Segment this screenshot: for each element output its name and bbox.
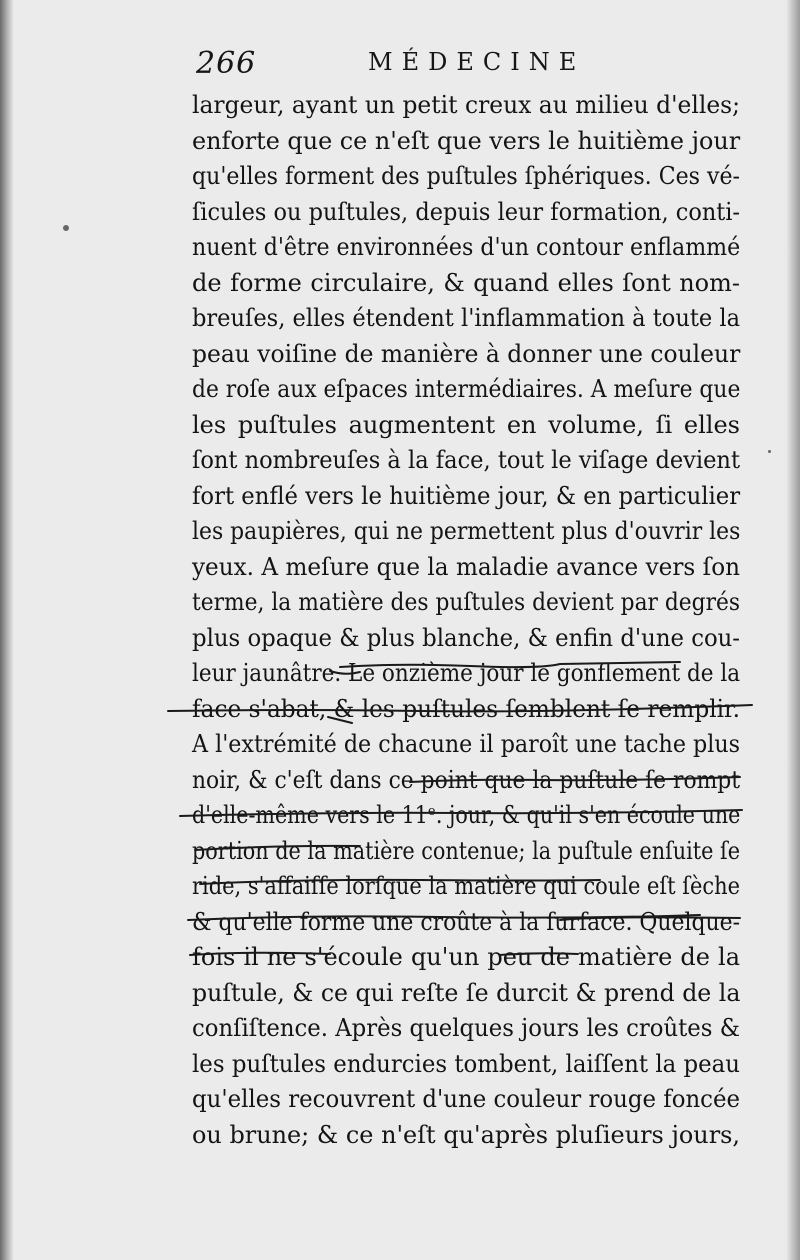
- text-line: ou brune; & ce n'eſt qu'après pluſieurs jours,: [192, 1120, 740, 1149]
- paper-speck: [63, 225, 69, 231]
- text-line: portion de la matière contenue; la puſtule enſuite ſe: [192, 836, 741, 865]
- text-line: de roſe aux eſpaces intermédiaires. A meſure que: [192, 375, 741, 403]
- body-text: [192, 88, 740, 1153]
- text-line: d'elle-même vers le 11ᵉ. jour, & qu'il s'en écoule une: [192, 801, 741, 829]
- text-line: & qu'elle forme une croûte à la ſurface. Quelque-: [192, 907, 740, 936]
- text-line: fois il ne s'écoule qu'un peu de matière de la: [192, 943, 740, 971]
- text-line: de forme circulaire, & quand elles ſont nom-: [192, 268, 740, 297]
- text-line: terme, la matière des puſtules devient par degrés: [192, 588, 740, 616]
- page-header: [196, 46, 746, 86]
- text-line: largeur, ayant un petit creux au milieu d'elles;: [192, 91, 740, 119]
- text-line: nuent d'être environnées d'un contour enflammé: [192, 233, 741, 261]
- text-line: qu'elles recouvrent d'une couleur rouge foncée: [192, 1085, 740, 1113]
- text-line: leur jaunâtre. Le onzième jour le gonflement de la: [192, 659, 741, 687]
- text-line: ride, s'affaiſſe lorſque la matière qui coule eſt ſèche: [192, 872, 740, 900]
- text-line: plus opaque & plus blanche, & enfin d'une cou-: [192, 623, 740, 652]
- page-number: 266: [196, 46, 257, 81]
- text-line: yeux. A meſure que la maladie avance vers ſon: [192, 552, 740, 581]
- text-line: ſicules ou puſtules, depuis leur formation, conti-: [192, 197, 740, 226]
- text-line: ſont nombreuſes à la face, tout le viſage devient: [192, 446, 740, 474]
- running-head: MÉDECINE: [368, 48, 586, 76]
- text-line: noir, & c'eſt dans ce point que la puſtule ſe rompt: [192, 765, 740, 794]
- text-line: A l'extrémité de chacune il paroît une tache plus: [192, 730, 740, 758]
- text-line: fort enflé vers le huitième jour, & en particulier: [192, 481, 741, 510]
- text-line: conſiſtence. Après quelques jours les croûtes &: [192, 1014, 740, 1042]
- binding-gutter-shadow: [0, 0, 14, 1260]
- text-line: breuſes, elles étendent l'inflammation à toute la: [192, 304, 741, 332]
- text-line: qu'elles forment des puſtules ſphériques. Ces vé-: [192, 162, 740, 190]
- text-line: enforte que ce n'eſt que vers le huitième jour: [192, 126, 741, 155]
- text-line: face s'abat, & les puſtules ſemblent ſe remplir.: [192, 694, 740, 723]
- text-line: les paupières, qui ne permettent plus d'ouvrir les: [192, 517, 741, 545]
- page-edge-shadow: [786, 0, 800, 1260]
- text-line: les puſtules endurcies tombent, laiſſent la peau: [192, 1049, 740, 1078]
- text-line: peau voiſine de manière à donner une couleur: [192, 339, 741, 368]
- text-line: les puſtules augmentent en volume, ſi elles: [192, 410, 740, 439]
- text-line: puſtule, & ce qui reſte ſe durcit & prend de la: [192, 978, 741, 1007]
- paper-speck: [768, 450, 771, 453]
